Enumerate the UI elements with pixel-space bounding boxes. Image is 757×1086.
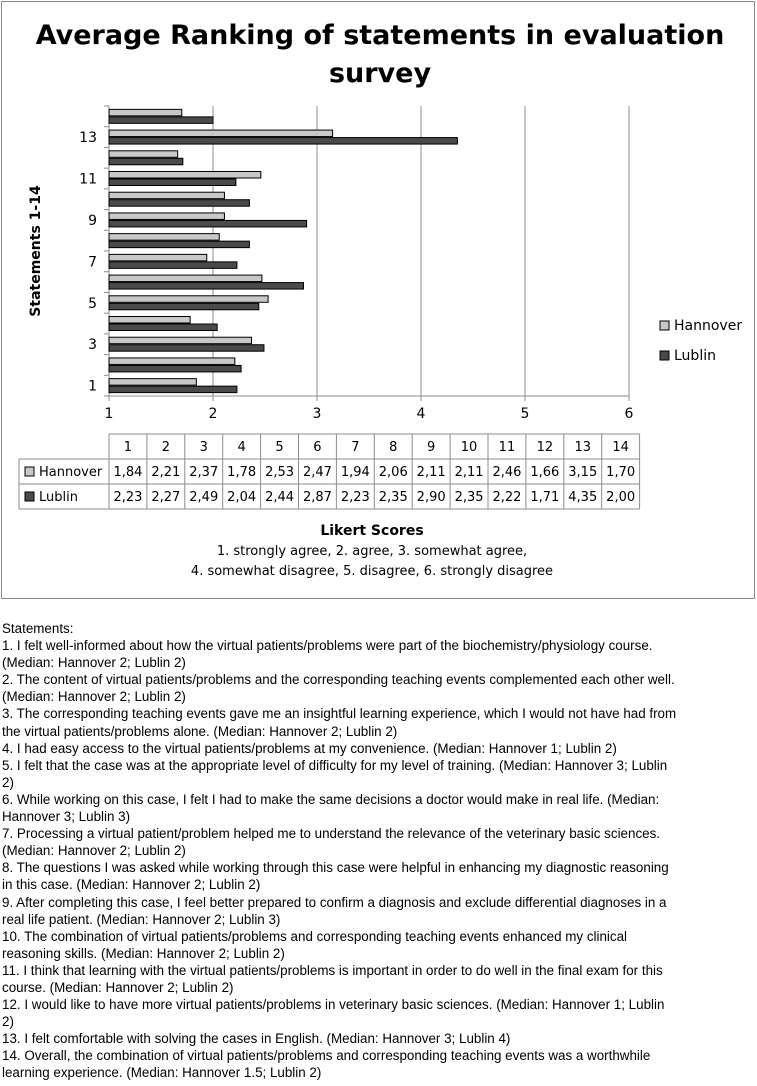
table-swatch-hannover [25, 467, 34, 476]
bar-hannover [109, 275, 262, 282]
bar-lublin [109, 241, 249, 248]
table-header-cell: 13 [574, 440, 592, 455]
statement-line: course. (Median: Hannover 2; Lublin 2) [2, 979, 234, 995]
statement-line: in this case. (Median: Hannover 2; Lublin 2) [2, 877, 261, 893]
bar-lublin [109, 138, 457, 145]
bar-lublin [109, 262, 237, 269]
statements-text [2, 620, 756, 1082]
bar-lublin [109, 117, 213, 124]
table-value-cell: 2,23 [113, 490, 143, 505]
table-header-cell: 8 [389, 440, 398, 455]
y-tick-label: 13 [79, 130, 97, 147]
table-header-cell: 1 [123, 440, 133, 455]
bar-hannover [109, 213, 224, 220]
statement-line: 2) [2, 774, 14, 790]
bar-lublin [109, 283, 303, 290]
bar-hannover [109, 151, 178, 158]
bar-hannover [109, 234, 219, 241]
statement-line: 11. I think that learning with the virtual patients/problems is important in order to do well in the final exam for this [2, 962, 663, 978]
table-header-cell: 5 [275, 440, 284, 455]
x-tick-label: 6 [624, 406, 634, 422]
table-value-cell: 2,04 [227, 490, 257, 505]
statement-line: reasoning skills. (Median: Hannover 2; Lublin 2) [2, 945, 285, 961]
table-value-cell: 2,46 [492, 465, 522, 480]
table-value-cell: 1,78 [227, 465, 257, 480]
table-value-cell: 2,23 [340, 490, 370, 505]
table-value-cell: 1,66 [530, 465, 560, 480]
statement-line: 6. While working on this case, I felt I had to make the same decisions a doctor would make in real life. (Median: [2, 791, 660, 807]
legend-label-hannover: Hannover [674, 318, 743, 334]
chart-title-line-1: Average Ranking of statements in evaluation [35, 20, 725, 51]
statement-line: 2) [2, 1014, 14, 1030]
bar-hannover [109, 296, 268, 303]
statement-line: (Median: Hannover 2; Lublin 2) [2, 843, 186, 859]
y-tick-label: 1 [88, 378, 97, 395]
table-header-cell: 11 [498, 440, 516, 455]
bar-lublin [109, 158, 183, 165]
table-value-cell: 1,84 [113, 465, 143, 480]
bar-lublin [109, 324, 217, 331]
bar-hannover [109, 254, 207, 261]
y-tick-label: 5 [88, 295, 97, 312]
y-tick-label: 9 [88, 212, 97, 229]
statement-line: 1. I felt well-informed about how the virtual patients/problems were part of the biochemistry/physiology course. [2, 638, 653, 654]
legend-swatch-lublin [660, 351, 669, 360]
bar-lublin [109, 220, 307, 227]
x-tick-label: 3 [312, 406, 322, 422]
table-value-cell: 2,11 [416, 465, 446, 480]
table-value-cell: 2,35 [378, 490, 408, 505]
plot-area [79, 106, 633, 422]
table-swatch-lublin [25, 492, 34, 501]
table-value-cell: 2,21 [151, 465, 181, 480]
table-value-cell: 2,06 [378, 465, 408, 480]
table-value-cell: 1,70 [606, 465, 636, 480]
table-value-cell: 2,49 [189, 490, 219, 505]
statement-line: Hannover 3; Lublin 3) [2, 809, 131, 825]
bar-lublin [109, 179, 236, 186]
legend [660, 318, 742, 364]
statement-line: 2. The content of virtual patients/problems and the corresponding teaching events complemented each other well. [2, 672, 675, 688]
table-value-cell: 2,00 [606, 490, 636, 505]
x-tick-label: 1 [104, 406, 114, 422]
chart-svg [2, 2, 756, 600]
y-tick-label: 3 [88, 337, 97, 354]
table-value-cell: 2,37 [189, 465, 219, 480]
statement-line: 3. The corresponding teaching events gave me an insightful learning experience, which I would not have had from [2, 706, 677, 722]
table-header-cell: 7 [351, 440, 360, 455]
y-tick-label: 11 [79, 171, 97, 188]
y-axis-label: Statements 1-14 [28, 185, 44, 317]
table-header-cell: 12 [536, 440, 554, 455]
statement-line: (Median: Hannover 2; Lublin 2) [2, 655, 186, 671]
statement-line: real life patient. (Median: Hannover 2; Lublin 3) [2, 911, 281, 927]
x-axis-note-line-2: 4. somewhat disagree, 5. disagree, 6. strongly disagree [190, 564, 554, 579]
table-value-cell: 2,11 [454, 465, 484, 480]
table-value-cell: 2,53 [265, 465, 295, 480]
table-value-cell: 1,71 [530, 490, 560, 505]
table-row-label-lublin: Lublin [39, 490, 78, 505]
bar-hannover [109, 130, 333, 137]
table-row-label-hannover: Hannover [39, 465, 103, 480]
table-header-cell: 6 [313, 440, 322, 455]
table-value-cell: 1,94 [340, 465, 370, 480]
statement-line: 5. I felt that the case was at the appropriate level of difficulty for my level of training. (Median: Hannover 3; Lublin [2, 757, 668, 773]
bar-lublin [109, 345, 264, 352]
table-value-cell: 2,22 [492, 490, 522, 505]
data-table [19, 434, 640, 509]
statement-line: learning experience. (Median: Hannover 1.5; Lublin 2) [2, 1065, 322, 1081]
bar-hannover [109, 172, 261, 179]
chart-title-line-2: survey [328, 58, 432, 89]
table-value-cell: 2,27 [151, 490, 181, 505]
x-tick-label: 2 [208, 406, 218, 422]
table-value-cell: 2,44 [265, 490, 295, 505]
bar-hannover [109, 317, 190, 324]
x-tick-label: 4 [416, 406, 426, 422]
bar-hannover [109, 192, 224, 199]
table-header-cell: 3 [199, 440, 208, 455]
x-tick-label: 5 [520, 406, 530, 422]
bar-hannover [109, 109, 182, 116]
table-header-cell: 9 [427, 440, 436, 455]
table-header-cell: 10 [460, 440, 478, 455]
x-axis-note-line-1: 1. strongly agree, 2. agree, 3. somewhat agree, [216, 544, 528, 559]
table-value-cell: 2,87 [302, 490, 332, 505]
table-value-cell: 2,90 [416, 490, 446, 505]
statements-heading: Statements: [2, 621, 74, 636]
bar-lublin [109, 303, 259, 310]
bar-lublin [109, 200, 249, 207]
legend-swatch-hannover [660, 321, 669, 330]
bar-hannover [109, 358, 235, 365]
bar-lublin [109, 386, 237, 393]
statement-line: (Median: Hannover 2; Lublin 2) [2, 689, 186, 705]
table-value-cell: 2,47 [302, 465, 332, 480]
statement-line: 7. Processing a virtual patient/problem helped me to understand the relevance of the veterinary basic sciences. [2, 826, 660, 842]
bar-hannover [109, 379, 196, 386]
bar-lublin [109, 365, 241, 372]
table-value-cell: 2,35 [454, 490, 484, 505]
chart-frame [1, 1, 755, 599]
x-axis-label: Likert Scores [320, 523, 424, 539]
y-tick-label: 7 [88, 254, 97, 271]
statement-line: 10. The combination of virtual patients/problems and corresponding teaching events enhanced my clinical [2, 928, 628, 944]
statement-line: 8. The questions I was asked while working through this case were helpful in enhancing my diagnostic reasoning [2, 860, 669, 876]
statement-line: 14. Overall, the combination of virtual patients/problems and corresponding teaching events was a worthwhile [2, 1048, 651, 1064]
bar-hannover [109, 337, 251, 344]
table-value-cell: 4,35 [568, 490, 598, 505]
table-value-cell: 3,15 [568, 465, 598, 480]
statement-line: 9. After completing this case, I feel better prepared to confirm a diagnosis and exclude differential diagnoses in a [2, 894, 667, 910]
statement-line: 12. I would like to have more virtual patients/problems in veterinary basic sciences. (Median: Hannover 1; Lublin [2, 997, 665, 1013]
statement-line: 4. I had easy access to the virtual patients/problems at my convenience. (Median: Hannover 1; Lublin 2) [2, 740, 617, 756]
table-header-cell: 2 [161, 440, 170, 455]
statement-line: the virtual patients/problems alone. (Median: Hannover 2; Lublin 2) [2, 723, 398, 739]
table-header-cell: 4 [237, 440, 246, 455]
table-header-cell: 14 [612, 440, 629, 455]
legend-label-lublin: Lublin [674, 348, 716, 364]
statement-line: 13. I felt comfortable with solving the cases in English. (Median: Hannover 3; Lublin 4) [2, 1031, 511, 1047]
